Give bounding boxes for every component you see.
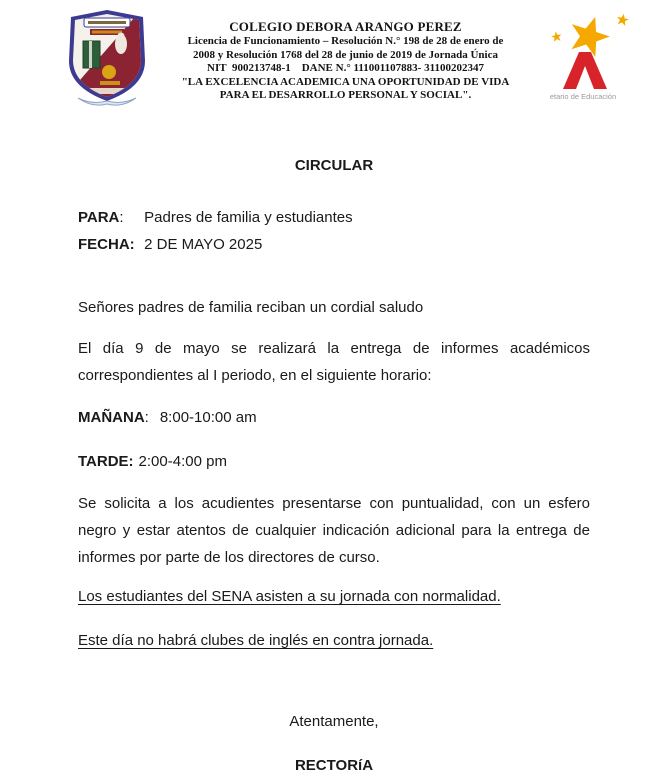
closing-line: Atentamente, — [289, 713, 379, 730]
school-crest-icon — [64, 8, 150, 108]
motto-line-2: PARA EL DESARROLLO PERSONAL Y SOCIAL". — [219, 89, 472, 101]
red-caret-icon — [563, 52, 607, 89]
meta-row-para — [78, 204, 590, 231]
greeting-line: Señores padres de familia reciban un cordial saludo — [78, 299, 424, 316]
para-label-text: PARA — [78, 209, 120, 226]
ministry-education-logo — [537, 8, 629, 107]
crest-emblem — [102, 65, 116, 79]
instructions-paragraph: Se solicita a los acudientes presentarse con puntualidad, con un esfero negro y estar atentos de cualquier indicación adicional para la entrega de informes por parte de los directores de curso. — [78, 495, 590, 566]
document-title: CIRCULAR — [294, 157, 374, 174]
para-separator: : — [119, 209, 124, 226]
sena-note-line: Los estudiantes del SENA asisten a su jornada con normalidad. — [78, 588, 501, 605]
letterhead-text — [154, 8, 537, 103]
ministry-logo-icon — [537, 10, 629, 102]
license-line-1: Licencia de Funcionamiento – Resolución N.° 198 de 28 de enero de — [187, 35, 504, 47]
morning-value: 8:00-10:00 am — [159, 409, 257, 426]
para-label — [78, 204, 140, 231]
morning-separator: : — [144, 409, 149, 426]
nit-dane-line: NIT 900213748-1 DANE N.° 111001107883- 31100202347 — [207, 62, 484, 74]
morning-label: MAÑANA — [78, 409, 145, 426]
afternoon-value: 2:00-4:00 pm — [138, 453, 227, 470]
ministry-caption: etario de Educación — [549, 92, 617, 101]
fecha-label: FECHA: — [78, 236, 135, 253]
school-crest-logo — [64, 8, 154, 113]
clubs-note-line: Este día no habrá clubes de inglés en contra jornada. — [78, 632, 434, 649]
morning-schedule-line — [78, 404, 590, 431]
meta-row-fecha — [78, 231, 590, 258]
small-star-icon-2 — [550, 31, 562, 43]
meta-block — [78, 204, 590, 258]
license-line-2: 2008 y Resolución 1768 del 28 de junio de 2019 de Jornada Única — [193, 48, 498, 61]
afternoon-schedule-line — [78, 448, 590, 475]
motto-line-1: "LA EXCELENCIA ACADEMICA UNA OPORTUNIDAD DE VIDA — [181, 75, 510, 88]
fecha-value: 2 DE MAYO 2025 — [144, 236, 263, 253]
letterhead — [0, 0, 667, 113]
afternoon-label: TARDE: — [78, 453, 134, 470]
school-name: COLEGIO DEBORA ARANGO PEREZ — [229, 19, 462, 34]
document-body — [0, 157, 667, 777]
small-star-icon — [616, 13, 629, 27]
para-value: Padres de familia y estudiantes — [144, 209, 353, 226]
signature-line: RECTORíA — [294, 757, 374, 774]
schedule-intro-paragraph: El día 9 de mayo se realizará la entrega de informes académicos correspondientes al I periodo, en el siguiente horario: — [78, 340, 590, 384]
